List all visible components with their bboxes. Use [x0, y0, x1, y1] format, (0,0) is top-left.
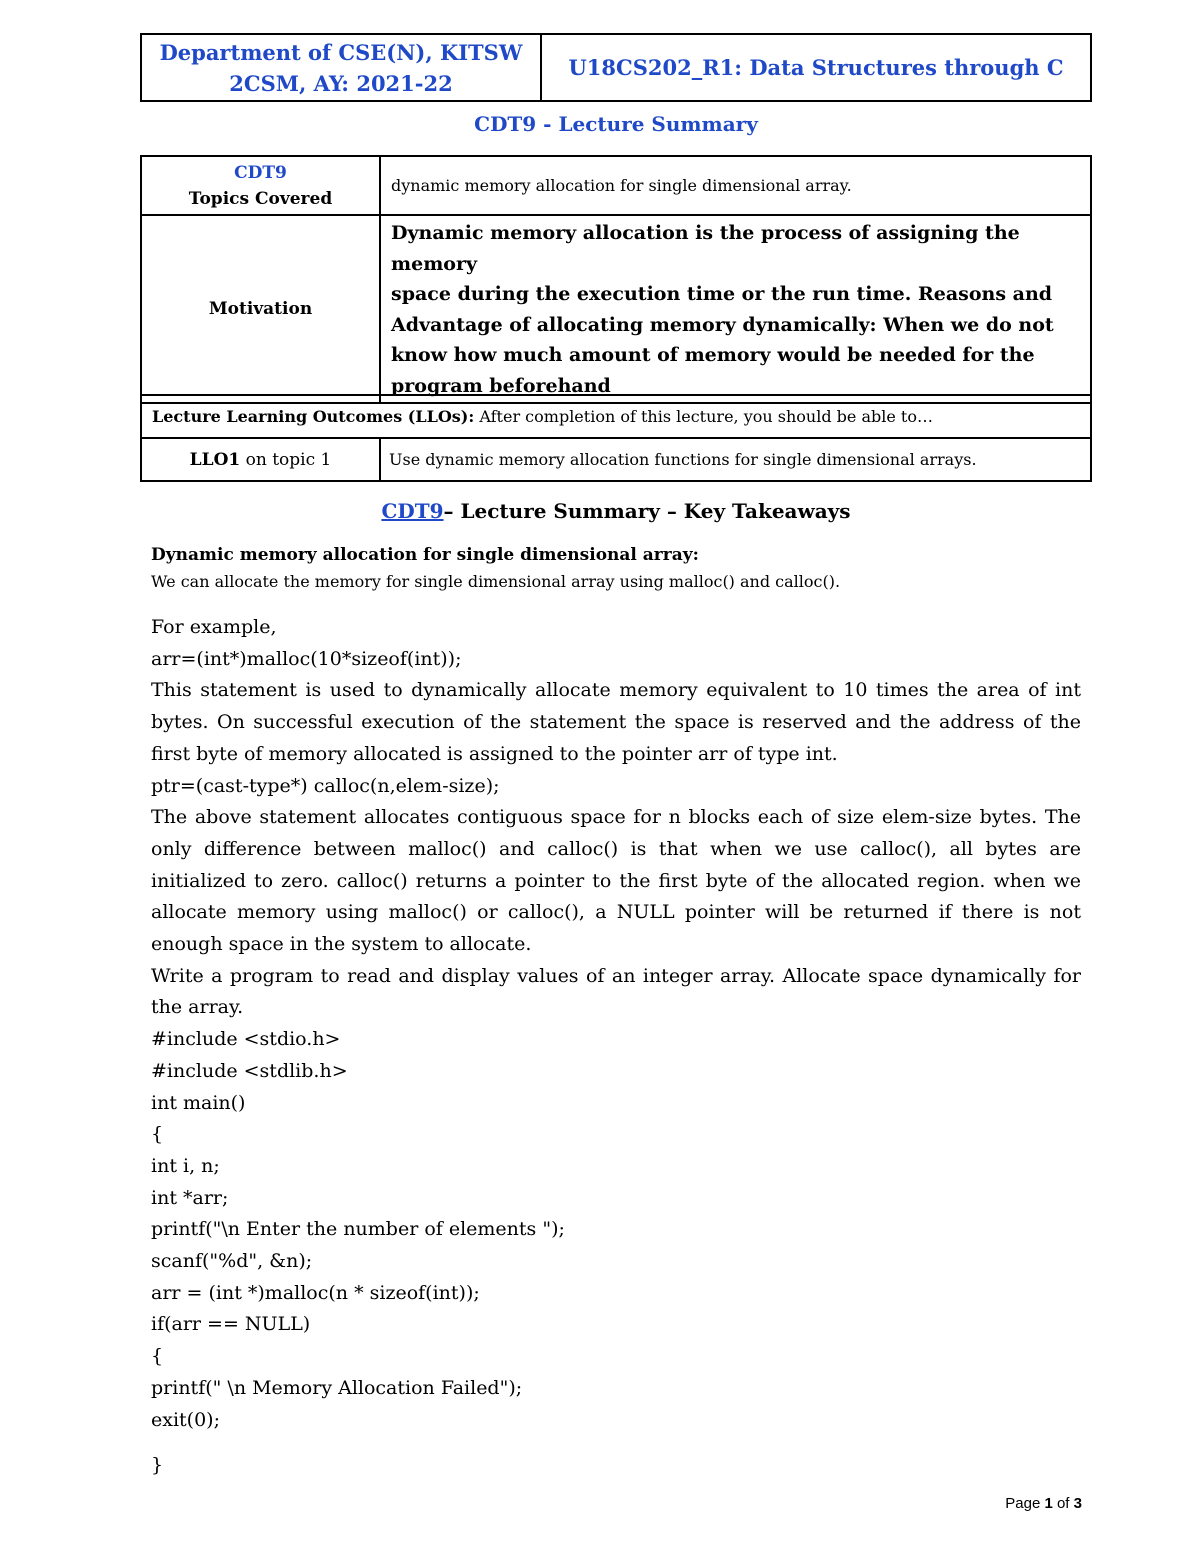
code-line: {	[151, 1123, 164, 1146]
section-heading: Dynamic memory allocation for single dimensional array:	[151, 545, 699, 565]
page-number	[1005, 1495, 1082, 1512]
page-total: 3	[1073, 1495, 1082, 1512]
motivation-line: know how much amount of memory would be needed for the	[391, 344, 1035, 366]
llo-table	[140, 394, 1092, 482]
llo-heading-rest: After completion of this lecture, you should be able to…	[474, 407, 933, 426]
motivation-text	[380, 215, 1091, 403]
code-line: int main()	[151, 1091, 246, 1114]
llo-heading-cell	[141, 395, 1091, 438]
topics-label-cell	[141, 156, 380, 215]
code-line: scanf("%d", &n);	[151, 1250, 313, 1273]
motivation-label: Motivation	[141, 215, 380, 403]
code-line: if(arr == NULL)	[151, 1313, 311, 1336]
llo1-topic: on topic 1	[240, 449, 332, 470]
motivation-line: program beforehand	[391, 374, 611, 397]
department-name: Department of CSE(N), KITSW	[159, 39, 523, 65]
llo1-label: LLO1	[189, 449, 241, 470]
motivation-row	[141, 215, 1091, 403]
page-prefix: Page	[1005, 1495, 1045, 1512]
code-closing-brace: }	[151, 1454, 164, 1477]
code-line: {	[151, 1345, 164, 1368]
code-line: int i, n;	[151, 1154, 220, 1177]
academic-year: 2CSM, AY: 2021-22	[229, 70, 453, 96]
code-line: printf("\n Enter the number of elements ");	[151, 1218, 565, 1241]
body-line: For example,	[151, 616, 277, 638]
code-line: printf(" \n Memory Allocation Failed");	[151, 1376, 523, 1399]
page-current: 1	[1044, 1495, 1053, 1512]
course-cell	[541, 34, 1091, 101]
code-line: int *arr;	[151, 1186, 229, 1209]
topics-value: dynamic memory allocation for single dimensional array.	[380, 156, 1091, 215]
cdt-label: CDT9	[234, 162, 287, 183]
code-line: arr=(int*)malloc(10*sizeof(int));	[151, 647, 462, 670]
course-title: U18CS202_R1: Data Structures through C	[568, 55, 1064, 80]
motivation-line: Advantage of allocating memory dynamically: When we do not	[391, 313, 1054, 336]
header-table	[140, 33, 1092, 102]
llo-heading: Lecture Learning Outcomes (LLOs):	[152, 407, 475, 426]
llo1-value: Use dynamic memory allocation functions for single dimensional arrays.	[380, 438, 1091, 481]
code-line: #include <stdio.h>	[151, 1028, 341, 1051]
takeaways-cdt-link: CDT9	[381, 499, 444, 523]
takeaways-title: – Lecture Summary – Key Takeaways	[443, 499, 851, 523]
code-line: ptr=(cast-type*) calloc(n,elem-size);	[151, 774, 500, 797]
lecture-summary-title: CDT9 - Lecture Summary	[474, 112, 758, 136]
code-line: exit(0);	[151, 1408, 220, 1431]
department-cell	[141, 34, 541, 101]
code-line: #include <stdlib.h>	[151, 1059, 348, 1082]
topics-row	[141, 156, 1091, 215]
llo1-label-cell	[141, 438, 380, 481]
section-intro: We can allocate the memory for single dimensional array using malloc() and calloc().	[151, 572, 841, 591]
topics-table	[140, 155, 1092, 404]
motivation-line: Dynamic memory allocation is the process of assigning the memory	[391, 222, 1020, 275]
body-text	[151, 612, 1081, 1482]
body-paragraph: Write a program to read and display values of an integer array. Allocate space dynamically for the array.	[151, 964, 1081, 1019]
body-paragraph: This statement is used to dynamically allocate memory equivalent to 10 times the area of int bytes. On successful execution of the statement the space is reserved and the address of the first byte of memory allocated is assigned to the pointer arr of type int.	[151, 679, 1081, 765]
key-takeaways-heading	[140, 499, 1092, 523]
topics-covered-label: Topics Covered	[188, 188, 333, 209]
motivation-line: space during the execution time or the run time. Reasons and	[391, 283, 1053, 305]
page-of: of	[1052, 1495, 1074, 1512]
code-line: arr = (int *)malloc(n * sizeof(int));	[151, 1281, 480, 1304]
body-paragraph: The above statement allocates contiguous space for n blocks each of size elem-size bytes. The only difference between malloc() and calloc() is that when we use calloc(), all bytes are initialized to zero. calloc() returns a pointer to the first byte of the allocated region. when we allocate memory using malloc() or calloc(), a NULL pointer will be returned if there is not enough space in the system to allocate.	[151, 806, 1081, 956]
